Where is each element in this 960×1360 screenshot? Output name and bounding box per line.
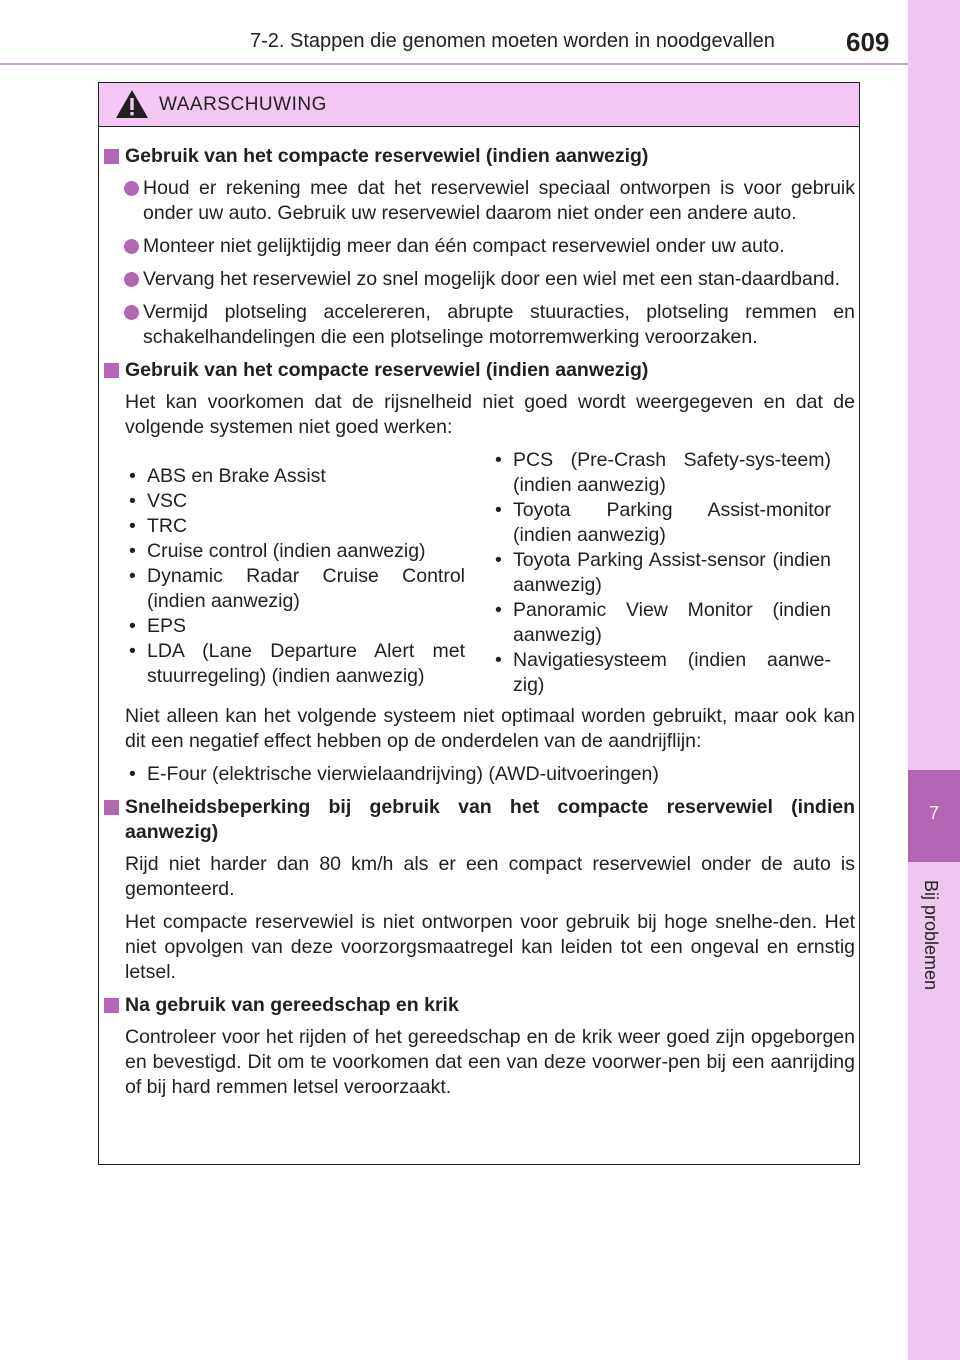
warning-triangle-icon	[115, 89, 149, 119]
list-item: • ABS en Brake Assist	[125, 464, 465, 489]
system-list-right	[491, 448, 831, 698]
warning-content	[103, 144, 855, 1108]
list-item: • VSC	[125, 489, 465, 514]
extra-item-row	[103, 762, 855, 787]
header-divider	[0, 63, 908, 65]
section-intro: Het kan voorkomen dat de rijsnelheid niet goed wordt weergegeven en dat de volgende systemen niet goed werken:	[125, 391, 855, 438]
section-heading: Gebruik van het compacte reservewiel (indien aanwezig)	[103, 358, 855, 383]
warning-title: WAARSCHUWING	[159, 94, 327, 115]
page-number: 609	[846, 27, 890, 57]
list-item: • EPS	[125, 614, 465, 639]
section-heading: Snelheidsbeperking bij gebruik van het compacte reservewiel (indien aanwezig)	[103, 795, 855, 845]
list-item: • Panoramic View Monitor (indien aanwezig)	[491, 598, 831, 648]
chapter-label: Bij problemen	[921, 880, 941, 991]
section-heading: Na gebruik van gereedschap en krik	[103, 993, 855, 1018]
list-item: • Dynamic Radar Cruise Control (indien aanwezig)	[125, 564, 465, 614]
chapter-number: 7	[928, 803, 939, 823]
paragraph: Controleer voor het rijden of het gereedschap en de krik weer goed zijn opgeborgen en bevestigd. Dit om te voorkomen dat een van deze voorwer-pen bij een aanrijding of bij hard remmen letsel veroorzaakt.	[125, 1026, 855, 1098]
side-tab	[908, 0, 960, 1360]
bullet-item: Vervang het reservewiel zo snel mogelijk door een wiel met een stan-daardband.	[103, 267, 855, 292]
bullet-item: Vermijd plotseling accelereren, abrupte stuuracties, plotseling remmen en schakelhandelingen die een plotselinge motorremwerking veroorzaken.	[103, 300, 855, 350]
section-title: 7-2. Stappen die genomen moeten worden in noodgevallen	[250, 30, 775, 52]
list-item: • PCS (Pre-Crash Safety-sys-teem) (indien aanwezig)	[491, 448, 831, 498]
warning-header	[99, 83, 859, 127]
bullet-item: Monteer niet gelijktijdig meer dan één compact reservewiel onder uw auto.	[103, 234, 855, 259]
paragraph: Rijd niet harder dan 80 km/h als er een compact reservewiel onder de auto is gemonteerd.	[125, 853, 855, 900]
list-item: • LDA (Lane Departure Alert met stuurregeling) (indien aanwezig)	[125, 639, 465, 689]
system-lists	[103, 448, 855, 698]
warning-box	[98, 82, 860, 1165]
list-item: • E-Four (elektrische vierwielaandrijving) (AWD-uitvoeringen)	[125, 762, 855, 787]
list-item: • Navigatiesysteem (indien aanwe-zig)	[491, 648, 831, 698]
list-item: • Toyota Parking Assist-monitor (indien aanwezig)	[491, 498, 831, 548]
bullet-item: Houd er rekening mee dat het reservewiel speciaal ontworpen is voor gebruik onder uw auto. Gebruik uw reservewiel daarom niet onder een andere auto.	[103, 176, 855, 226]
list-item: • TRC	[125, 514, 465, 539]
section-heading: Gebruik van het compacte reservewiel (indien aanwezig)	[103, 144, 855, 169]
section-outro: Niet alleen kan het volgende systeem niet optimaal worden gebruikt, maar ook kan dit een negatief effect hebben op de onderdelen van de aandrijflijn:	[125, 705, 855, 752]
list-item: • Toyota Parking Assist-sensor (indien aanwezig)	[491, 548, 831, 598]
list-item: • Cruise control (indien aanwezig)	[125, 539, 465, 564]
paragraph: Het compacte reservewiel is niet ontworpen voor gebruik bij hoge snelhe-den. Het niet opvolgen van deze voorzorgsmaatregel kan leiden tot een ongeval en ernstig letsel.	[125, 911, 855, 983]
system-list-left	[125, 448, 465, 698]
